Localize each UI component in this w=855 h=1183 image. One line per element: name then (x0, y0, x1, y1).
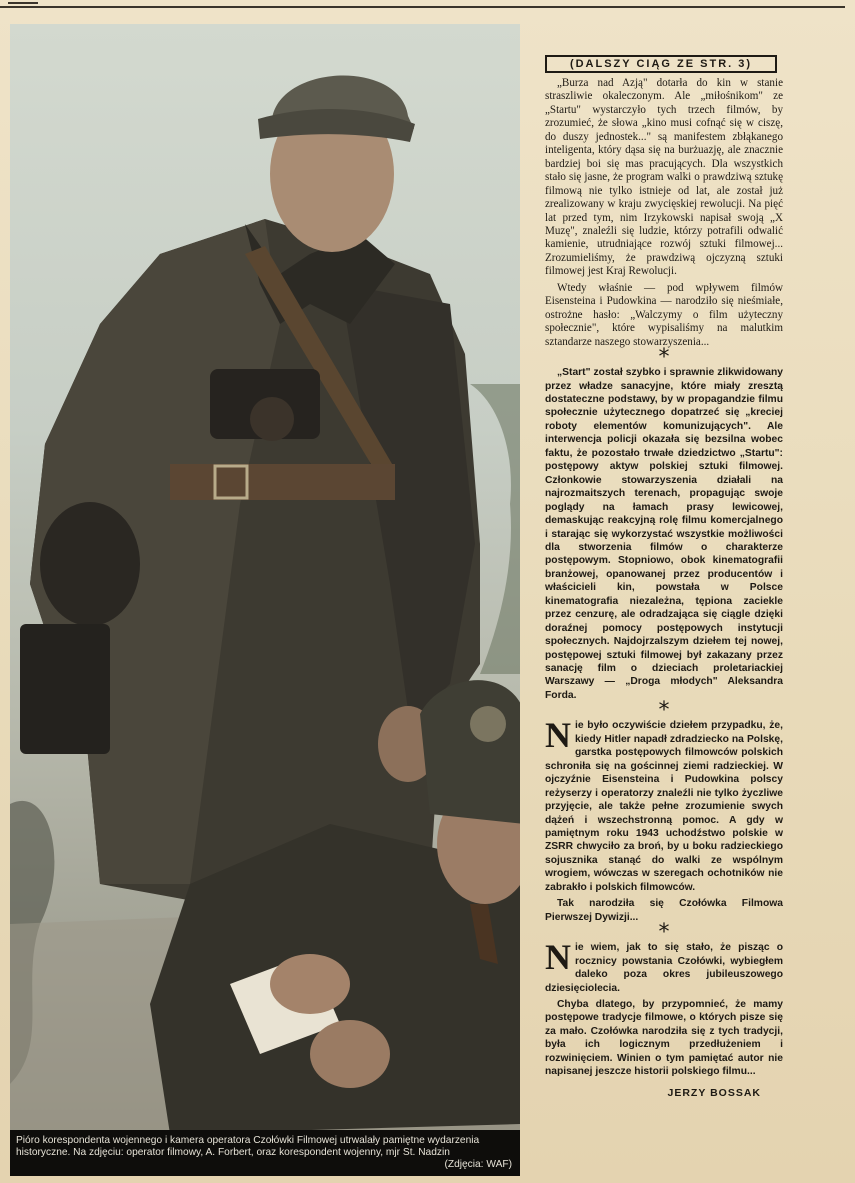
section-star: * (658, 345, 670, 371)
continued-banner: (DALSZY CIĄG ZE STR. 3) (545, 55, 777, 73)
top-rule (0, 6, 845, 8)
author-signature: JERZY BOSSAK (667, 1086, 761, 1099)
photo-illustration (10, 24, 520, 1176)
paragraph-2: Wtedy właśnie — pod wpływem filmów Eisensteina i Pudowkina — narodziło się nieśmiałe, ostrożne hasło: „Walczymy o film użyteczny społecznie", które wypisaliśmy na malutkim sztandarze naszego stowarzyszenia... (545, 281, 783, 348)
article-column (545, 55, 783, 1100)
paragraph-6-text: ie wiem, jak to się stało, że pisząc o rocznicy powstania Czołówki, wybiegłem daleko poza okres jubileuszowego dziesięciolecia. (545, 942, 783, 994)
paragraph-5: Tak narodziła się Czołówka Filmowa Pierwszej Dywizji... (545, 898, 783, 923)
photo-caption (10, 1130, 520, 1176)
paragraph-4-text: ie było oczywiście dziełem przypadku, że, kiedy Hitler napadł zdradziecko na Polskę, garstka postępowych filmowców polskich schroniła się na gościnnej ziemi radzieckiej. W ojczyźnie Eisensteina i Pudowkina polscy reżyserzy i operatorzy znaleźli nie tylko życzliwe przyjęcie, ale także pełne zrozumienie swych dążeń i wszechstronną pomoc. A gdy w pamiętnym roku 1943 uchodźstwo polskie w ZSRR chwyciło za broń, by u boku radzieckiego sojusznika stanąć do walki ze wspólnym wrogiem, wówczas w szeregach ochotników nie zabrakło i polskich filmowców. (545, 720, 783, 893)
drop-cap: N (545, 715, 571, 756)
paragraph-6 (545, 937, 783, 995)
drop-cap: N (545, 937, 571, 978)
paragraph-4 (545, 715, 783, 894)
caption-text: Pióro korespondenta wojennego i kamera operatora Czołówki Filmowej utrwalały pamiętne wydarzenia historyczne. Na zdjęciu: operator filmowy, A. Forbert, oraz korespondent wojenny, mjr St. Nadzin (16, 1135, 480, 1158)
section-star: * (658, 920, 670, 946)
photograph (10, 24, 520, 1176)
paragraph-7: Chyba dlatego, by przypomnieć, że mamy postępowe tradycje filmowe, o których pisze się za mało. Czołówka narodziła się z tych tradycji, była ich logicznym przedłużeniem i rozwinięciem. Winien o tym pamiętać autor nie napisanej jeszcze historii polskiego filmu... (545, 999, 783, 1078)
paragraph-1: „Burza nad Azją" dotarła do kin w stanie straszliwie okaleczonym. Ale „miłośnikom" ze „Startu" wystarczyło tych trzech filmów, by zrozumieć, że słowa „kino musi cofnąć się w ciszę, do duszy jednostek..." są manifestem zbłąkanego inteligenta, który dąsa się na burżuazję, ale znacznie bardziej boi się mas pracujących. Dla wszystkich stało się jasne, że program walki o prawdziwą sztukę filmową nie tylko istnieje od lat, ale został już zrealizowany w kraju zwycięskiej rewolucji. Na pięć lat przed tym, nim Irzykowski napisał swoją „X Muzę", znaleźli się ludzie, którzy potrafili odwalić kamienie, utrudniające rozwój sztuki filmowej... Zrozumieliśmy, że prawdziwą ojczyzną sztuki filmowej jest Kraj Rewolucji. (545, 77, 783, 278)
paragraph-3: „Start" został szybko i sprawnie zlikwidowany przez władze sanacyjne, które miały zresztą dostateczne podstawy, by w propagandzie filmu społecznie użytecznego dopatrzeć się „kreciej roboty elementów komunizujących". Ale interwencja policji okazała się bezsilna wobec faktu, że pozostało trwałe dziedzictwo „Startu": postępowy aktyw polskiej sztuki filmowej. Członkowie stowarzyszenia działali na najrozmaitszych terenach, propagując swoje poglądy na łamach prasy lewicowej, demaskując reakcyjną rolę filmu komercjalnego i starając się wykorzystać wszystkie możliwości dla stworzenia filmów o charakterze postępowym. Stopniowo, obok kinematografii branżowej, opanowanej przez producentów i właścicieli kin, powstała w Polsce kinematografia niezależna, tępiona zaciekle przez cenzurę, ale odradzająca się ciągle dzięki doraźnej pomocy postępowych instytucji społecznych. Najdojrzalszym dziełem tej nowej, postępowej sztuki filmowej był zakazany przez sanację film o dzieciach proletariackiej Warszawy — „Droga młodych" Aleksandra Forda. (545, 367, 783, 701)
photo-credit: (Zdjęcia: WAF) (444, 1159, 512, 1170)
section-star: * (658, 698, 670, 724)
